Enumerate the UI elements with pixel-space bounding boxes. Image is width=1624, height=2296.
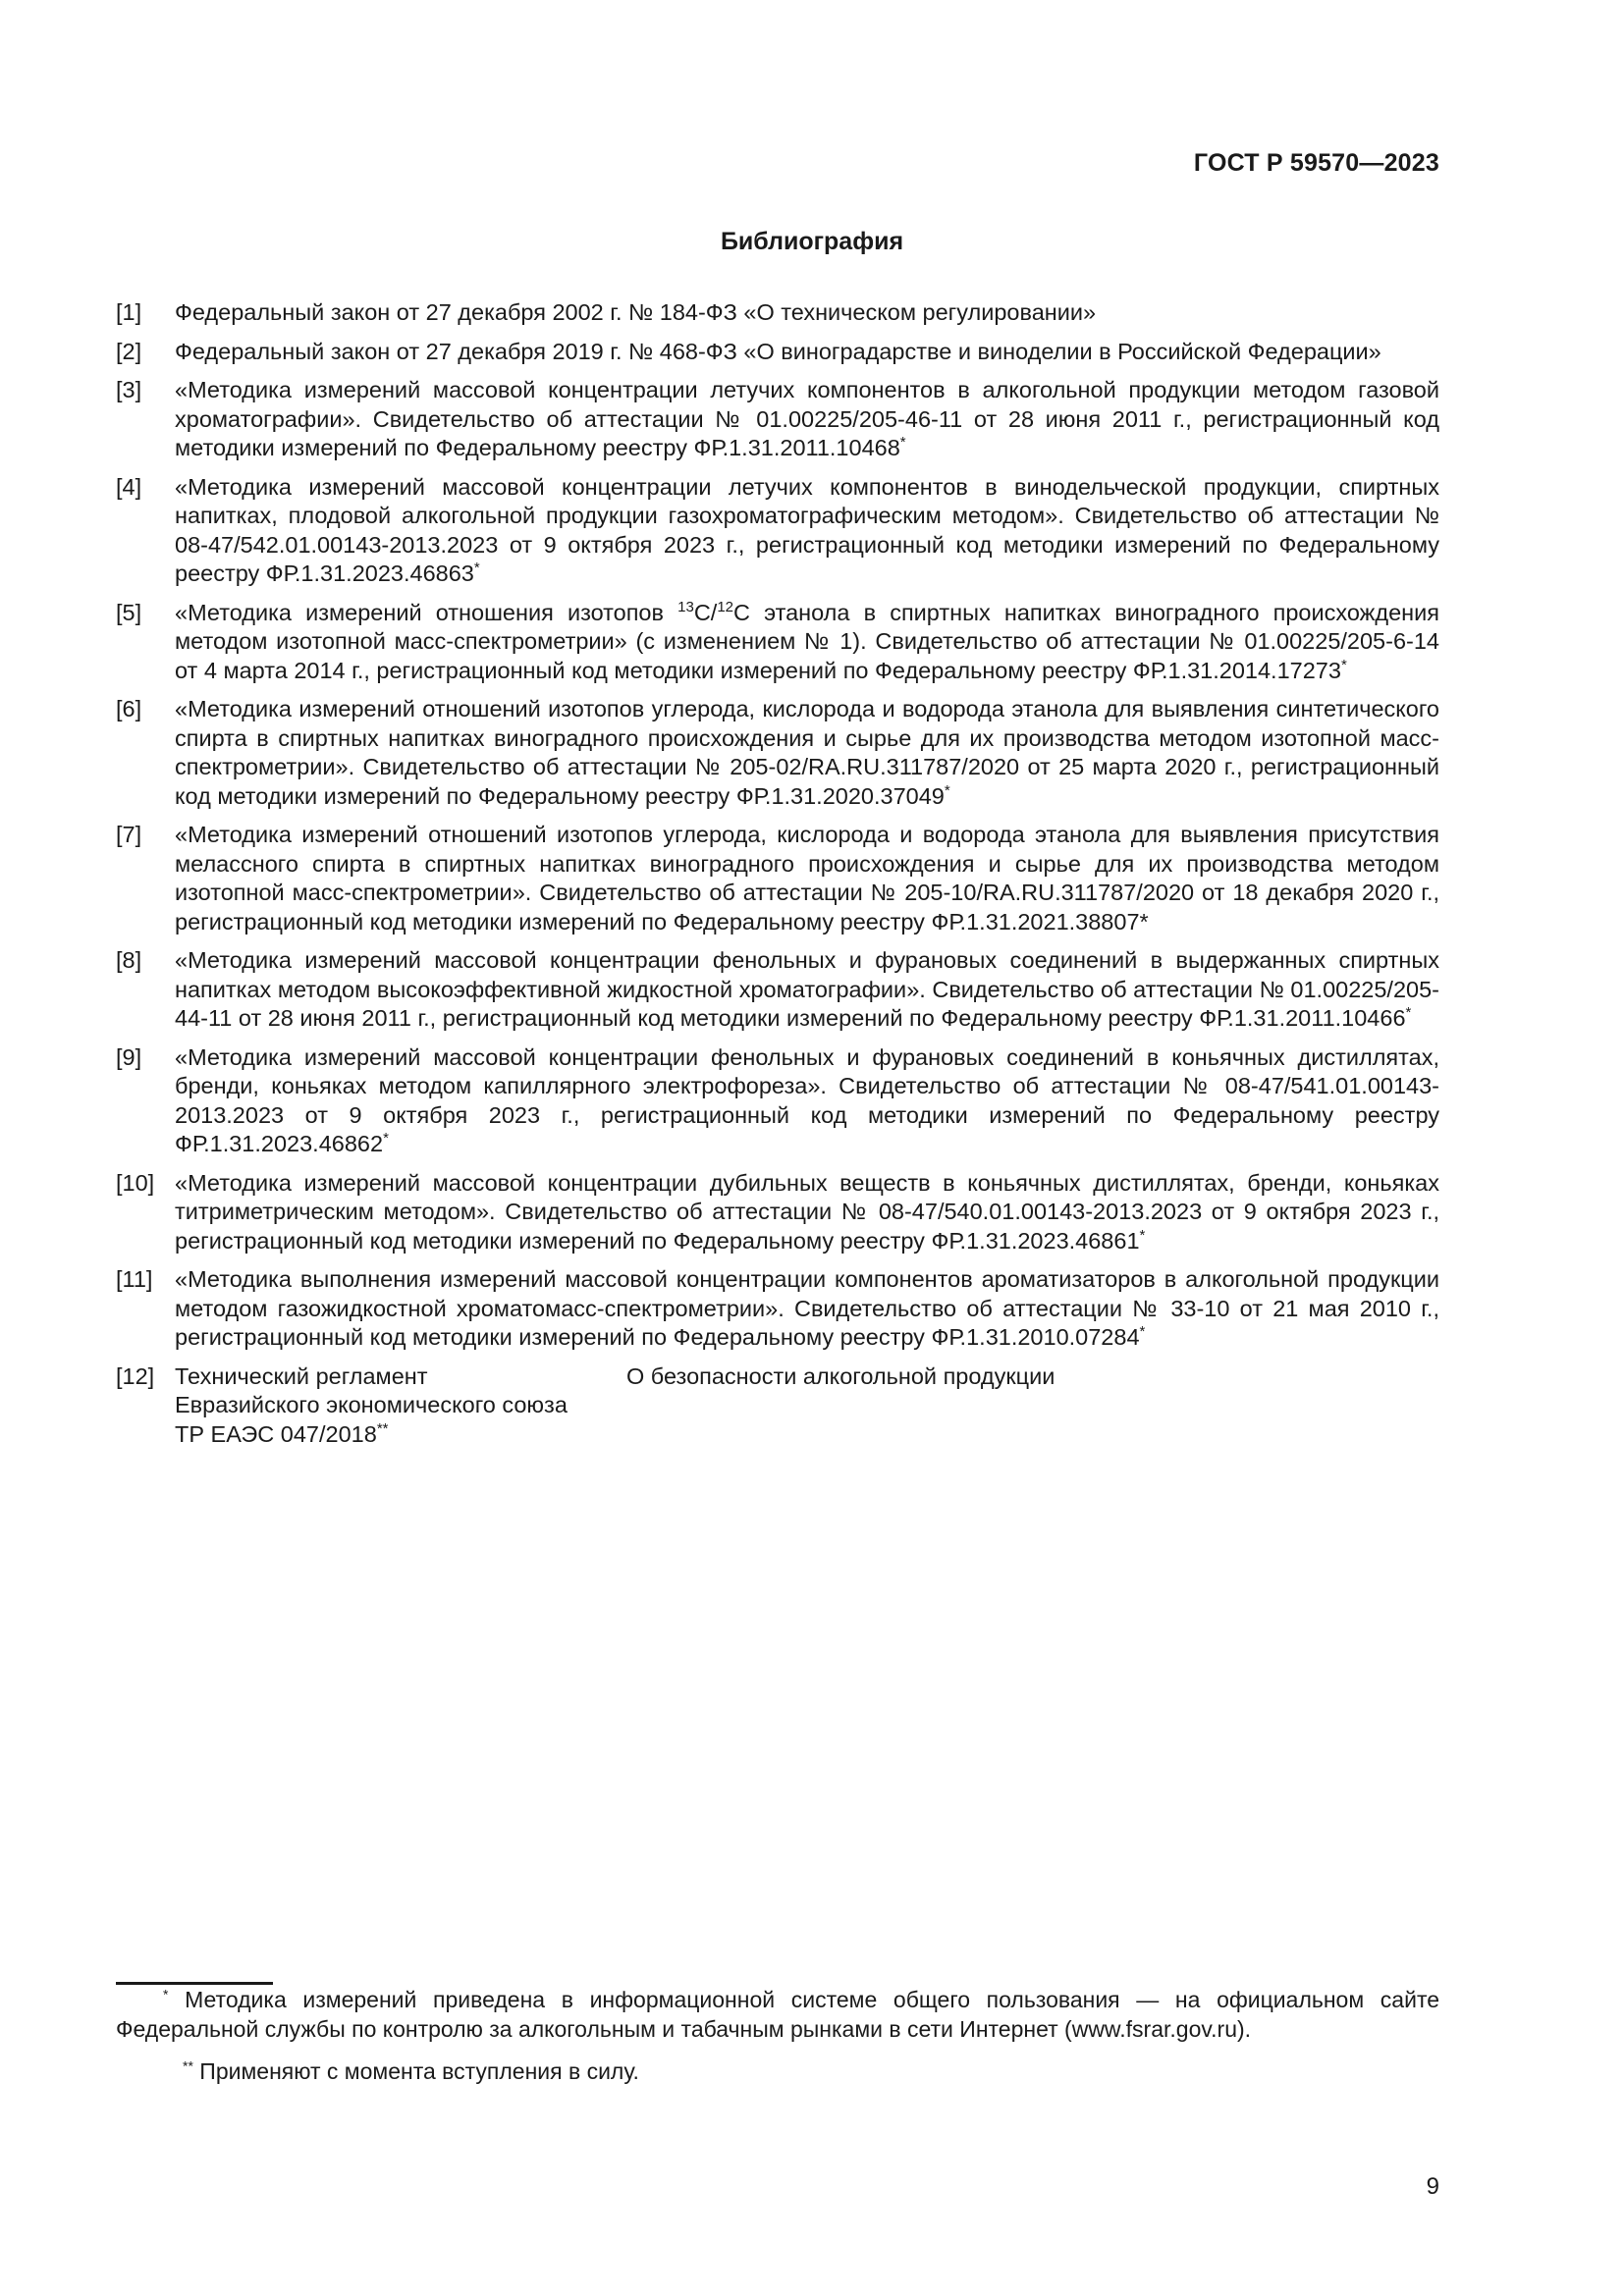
footnotes — [116, 1985, 1439, 2086]
footnote-marker: ** — [376, 1419, 389, 1437]
footnote-marker: * — [1139, 1323, 1146, 1341]
entry-text: «Методика измерений отношений изотопов углерода, кислорода и водорода этанола для выявления синтетического спирта в спиртных напитках виноградного происхождения и сырье для их производства методом изотопной масс-спектрометрии». Свидетельство об аттестации № 205-02/RA.RU.311787/2020 от 25 марта 2020 г., регистрационный код методики измерений по Федеральному реестру ФР.1.31.2020.37049* — [175, 696, 1439, 809]
bibliography-entry — [116, 298, 1439, 328]
bibliography-entry — [116, 946, 1439, 1034]
page-number: 9 — [1426, 2173, 1439, 2200]
entry-text: «Методика измерений отношения изотопов $^{13}$C/$^{12}$C этанола в спиртных напитках виноградного происхождения методом изотопной масс-спектрометрии» (с изменением № 1). Свидетельство об аттестации № 01.00225/205-6-14 от 4 марта 2014 г., регистрационный код методики измерений по Федеральному реестру ФР.1.31.2014.17273* — [175, 598, 1440, 683]
section-title: Библиография — [720, 228, 904, 255]
entry-number: [5] — [116, 599, 142, 625]
footnote-marker: * — [473, 560, 480, 577]
bibliography-entry — [116, 1043, 1439, 1159]
footnote-marker: * — [899, 434, 906, 452]
bibliography-list — [116, 298, 1439, 1459]
entry-number: [4] — [116, 473, 142, 500]
entry-text: «Методика измерений массовой концентрации летучих компонентов в винодельческой продукции, спиртных напитках, плодовой алкогольной продукции газохроматографическим методом». Свидетельство об аттестации № 08-47/542.01.00143-2013.2023 от 9 октября 2023 г., регистрационный код методики измерений по Федеральному реестру ФР.1.31.2023.46863* — [175, 473, 1439, 586]
bibliography-entry — [116, 473, 1439, 589]
bibliography-entry — [116, 821, 1439, 936]
entry-text: «Методика измерений массовой концентрации фенольных и фурановых соединений в выдержанных спиртных напитках методом высокоэффективной жидкостной хроматографии». Свидетельство об аттестации № 01.00225/205-44-11 от 28 июня 2011 г., регистрационный код методики измерений по Федеральному реестру ФР.1.31.2011.10466* — [175, 947, 1439, 1031]
entry-number: [10] — [116, 1169, 155, 1196]
entry-text: «Методика измерений массовой концентрации летучих компонентов в алкогольной продукции методом газовой хроматографии». Свидетельство об аттестации № 01.00225/205-46-11 от 28 июня 2011 г., регистрационный код методики измерений по Федеральному реестру ФР.1.31.2011.10468* — [175, 377, 1439, 460]
entry-text: «Методика измерений массовой концентрации фенольных и фурановых соединений в коньячных дистиллятах, бренди, коньяках методом капиллярного электрофореза». Свидетельство об аттестации № 08-47/541.01.00143-2013.2023 от 9 октября 2023 г., регистрационный код методики измерений по Федеральному реестру ФР.1.31.2023.46862* — [175, 1043, 1439, 1156]
regulation-subject: О безопасности алкогольной продукции — [626, 1362, 1056, 1389]
footnote-marker: * — [1405, 1004, 1412, 1022]
bibliography-entry — [116, 338, 1439, 367]
entry-text — [175, 1362, 1439, 1450]
entry-number: [9] — [116, 1043, 142, 1070]
entry-number: [1] — [116, 299, 142, 325]
bibliography-entry — [116, 1362, 1439, 1450]
bibliography-entry — [116, 695, 1439, 811]
entry-text: «Методика измерений массовой концентрации дубильных веществ в коньячных дистиллятах, бренди, коньяках титриметрическим методом». Свидетельство об аттестации № 08-47/540.01.00143-2013.2023 от 9 октября 2023 г., регистрационный код методики измерений по Федеральному реестру ФР.1.31.2023.46861* — [175, 1169, 1439, 1254]
bibliography-entry — [116, 599, 1439, 686]
entry-number: [8] — [116, 947, 142, 973]
entry-number: [2] — [116, 338, 142, 364]
isotope-mass-13: 13 — [677, 598, 694, 615]
entry-number: [7] — [116, 822, 142, 847]
footnote-marker: * — [944, 781, 950, 799]
bibliography-entry — [116, 376, 1439, 463]
regulation-designation: Технический регламент Евразийского экономического союза ТР ЕАЭС 047/2018** — [175, 1362, 568, 1447]
isotope-mass-12: 12 — [717, 598, 733, 615]
footnote: ** Применяют с момента вступления в силу. — [183, 2057, 639, 2084]
entry-number: [3] — [116, 377, 142, 402]
footnote-marker: ** — [183, 2057, 193, 2074]
entry-number: [12] — [116, 1362, 155, 1389]
bibliography-entry — [116, 1169, 1439, 1256]
footnote: * Методика измерений приведена в информационной системе общего пользования — на официальном сайте Федеральной службы по контролю за алкогольным и табачным рынками в сети Интернет (www.fsrar.gov.ru). — [116, 1986, 1440, 2042]
entry-text: Федеральный закон от 27 декабря 2002 г. № 184-ФЗ «О техническом регулировании» — [175, 299, 1097, 325]
entry-number: [11] — [116, 1266, 153, 1292]
standard-code: ГОСТ Р 59570—2023 — [1193, 149, 1439, 177]
footnote-marker: * — [1139, 1226, 1146, 1244]
entry-number: [6] — [116, 696, 142, 721]
footnote-marker: * — [163, 1986, 169, 2002]
entry-text: «Методика выполнения измерений массовой концентрации компонентов ароматизаторов в алкогольной продукции методом газожидкостной хроматомасс-спектрометрии». Свидетельство об аттестации № 33-10 от 21 мая 2010 г., регистрационный код методики измерений по Федеральному реестру ФР.1.31.2010.07284* — [175, 1266, 1439, 1350]
entry-text: «Методика измерений отношений изотопов углерода, кислорода и водорода этанола для выявления присутствия мелассного спирта в спиртных напитках виноградного происхождения и сырье для их производства методом изотопной масс-спектрометрии». Свидетельство об аттестации № 205-10/RA.RU.311787/2020 от 18 декабря 2020 г., регистрационный код методики измерений по Федеральному реестру ФР.1.31.2021.38807* — [175, 822, 1439, 934]
bibliography-entry — [116, 1265, 1439, 1353]
entry-text: Федеральный закон от 27 декабря 2019 г. № 468-ФЗ «О виноградарстве и виноделии в Российской Федерации» — [175, 338, 1381, 364]
footnote-marker: * — [383, 1130, 389, 1148]
footnote-marker: * — [1340, 656, 1347, 673]
